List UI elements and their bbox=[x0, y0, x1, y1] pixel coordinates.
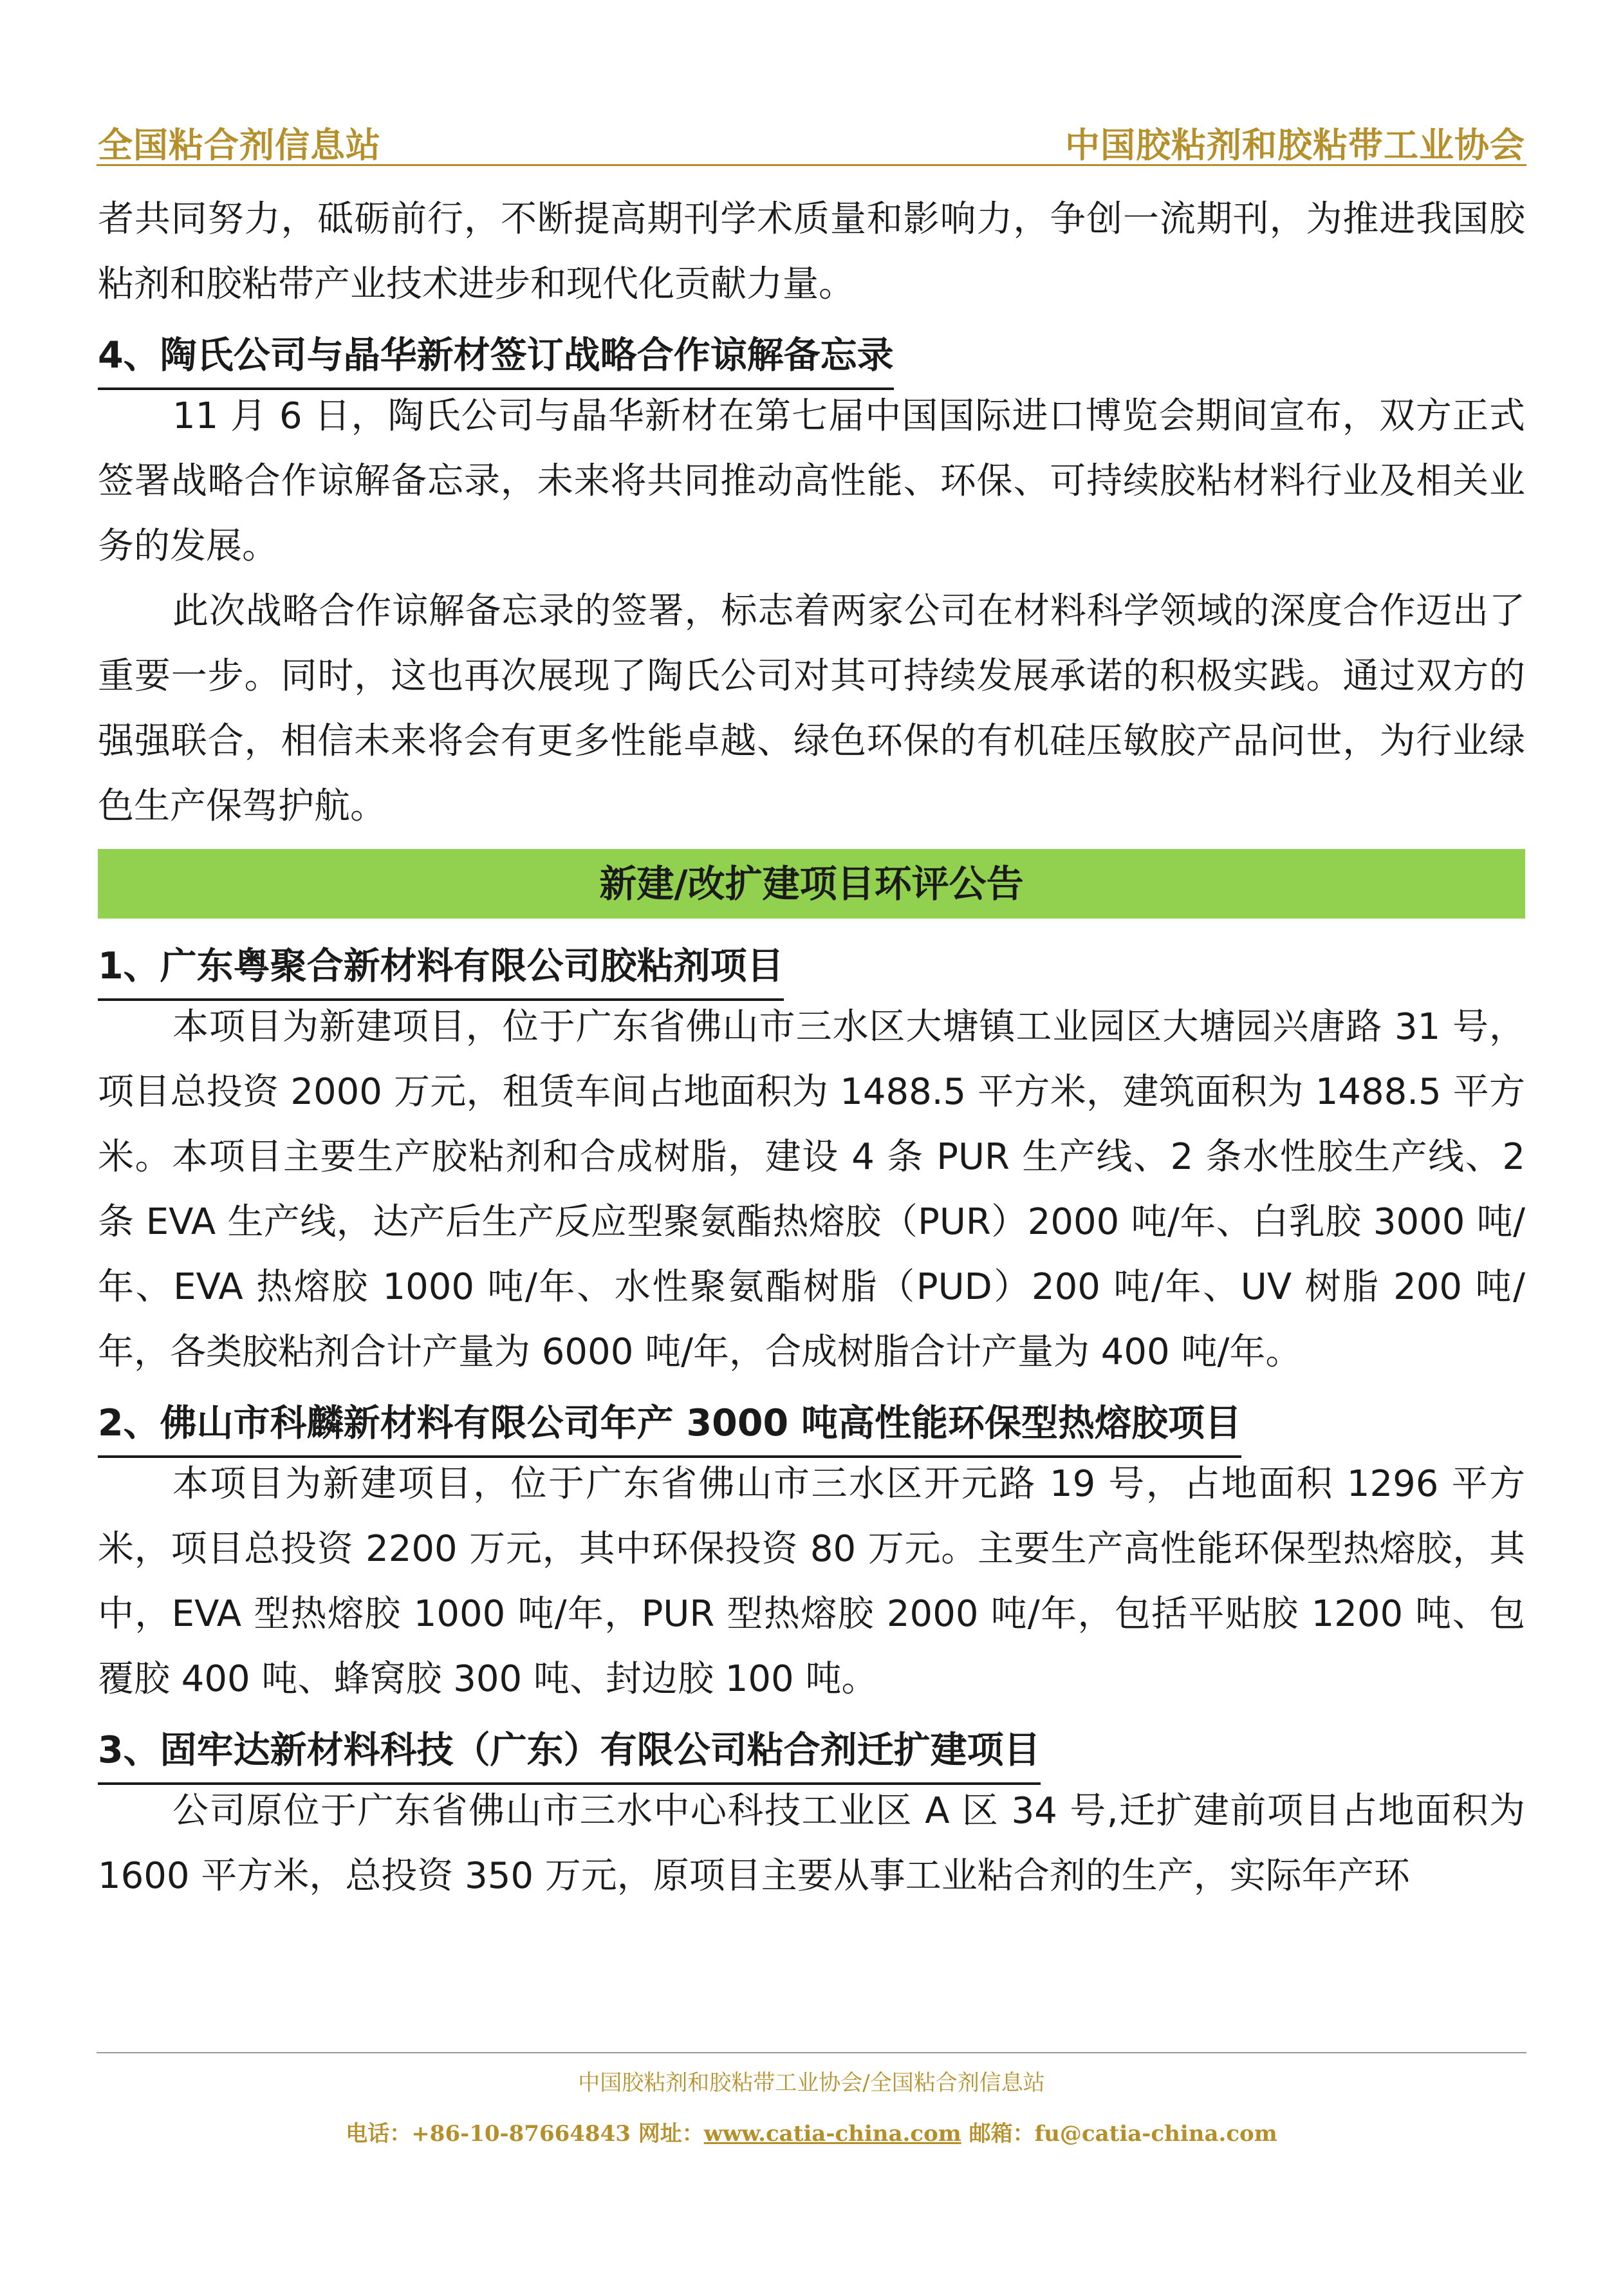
news-4-paragraph-1: 11 月 6 日，陶氏公司与晶华新材在第七届中国国际进口博览会期间宣布，双方正式签署战略合作谅解备忘录，未来将共同推动高性能、环保、可持续胶粘材料行业及相关业务的发展。 bbox=[98, 395, 1525, 567]
intro-paragraph: 者共同努力，砥砺前行，不断提高期刊学术质量和影响力，争创一流期刊，为推进我国胶粘剂和胶粘带产业技术进步和现代化贡献力量。 bbox=[98, 198, 1525, 305]
section-banner bbox=[98, 849, 1525, 919]
project-3-heading: 3、固牢达新材料科技（广东）有限公司粘合剂迁扩建项目 bbox=[98, 1718, 1041, 1785]
project-3-heading-wrap bbox=[98, 1712, 1525, 1778]
project-1-heading: 1、广东粤聚合新材料有限公司胶粘剂项目 bbox=[98, 934, 784, 1001]
project-2-heading-wrap bbox=[98, 1385, 1525, 1451]
page-content bbox=[98, 187, 1525, 1909]
news-4-heading-wrap bbox=[98, 317, 1525, 384]
footer-phone: 电话：+86-10-87664843 网址： bbox=[346, 2121, 704, 2147]
footer-email-label: 邮箱： bbox=[961, 2121, 1035, 2147]
footer-org: 中国胶粘剂和胶粘带工业协会/全国粘合剂信息站 bbox=[578, 2070, 1045, 2096]
news-4-heading: 4、陶氏公司与晶华新材签订战略合作谅解备忘录 bbox=[98, 323, 894, 390]
project-2-heading: 2、佛山市科麟新材料有限公司年产 3000 吨高性能环保型热熔胶项目 bbox=[98, 1391, 1241, 1458]
page-footer bbox=[97, 2052, 1526, 2147]
footer-contact bbox=[97, 2116, 1526, 2147]
project-2-paragraph: 本项目为新建项目，位于广东省佛山市三水区开元路 19 号，占地面积 1296 平方米，项目总投资 2200 万元，其中环保投资 80 万元。主要生产高性能环保型热熔胶，其中，EVA 型热熔胶 1000 吨/年，PUR 型热熔胶 2000 吨/年，包括平贴胶 1200 吨、包覆胶 400 吨、蜂窝胶 300 吨、封边胶 100 吨。 bbox=[98, 1463, 1525, 1700]
header-right-title: 中国胶粘剂和胶粘带工业协会 bbox=[1065, 125, 1525, 165]
project-3-paragraph: 公司原位于广东省佛山市三水中心科技工业区 A 区 34 号,迁扩建前项目占地面积为 1600 平方米，总投资 350 万元，原项目主要从事工业粘合剂的生产，实际年产环 bbox=[98, 1790, 1525, 1897]
news-4-paragraph-2: 此次战略合作谅解备忘录的签署，标志着两家公司在材料科学领域的深度合作迈出了重要一步。同时，这也再次展现了陶氏公司对其可持续发展承诺的积极实践。通过双方的强强联合，相信未来将会有更多性能卓越、绿色环保的有机硅压敏胶产品问世，为行业绿色生产保驾护航。 bbox=[98, 590, 1525, 827]
project-1-paragraph: 本项目为新建项目，位于广东省佛山市三水区大塘镇工业园区大塘园兴唐路 31 号，项目总投资 2000 万元，租赁车间占地面积为 1488.5 平方米，建筑面积为 1488.5 平方米。本项目主要生产胶粘剂和合成树脂，建设 4 条 PUR 生产线、2 条水性胶生产线、2 条 EVA 生产线，达产后生产反应型聚氨酯热熔胶（PUR）2000 吨/年、白乳胶 3000 吨/年、EVA 热熔胶 1000 吨/年、水性聚氨酯树脂（PUD）200 吨/年、UV 树脂 200 吨/年，各类胶粘剂合计产量为 6000 吨/年，合成树脂合计产量为 400 吨/年。 bbox=[98, 1006, 1525, 1373]
section-banner-title: 新建/改扩建项目环评公告 bbox=[599, 862, 1024, 906]
header-left-title: 全国粘合剂信息站 bbox=[98, 125, 381, 165]
project-1-heading-wrap bbox=[98, 928, 1525, 994]
footer-website-link[interactable]: www.catia-china.com bbox=[703, 2121, 961, 2147]
footer-email[interactable]: fu@catia-china.com bbox=[1034, 2121, 1277, 2147]
page-header bbox=[97, 113, 1526, 166]
